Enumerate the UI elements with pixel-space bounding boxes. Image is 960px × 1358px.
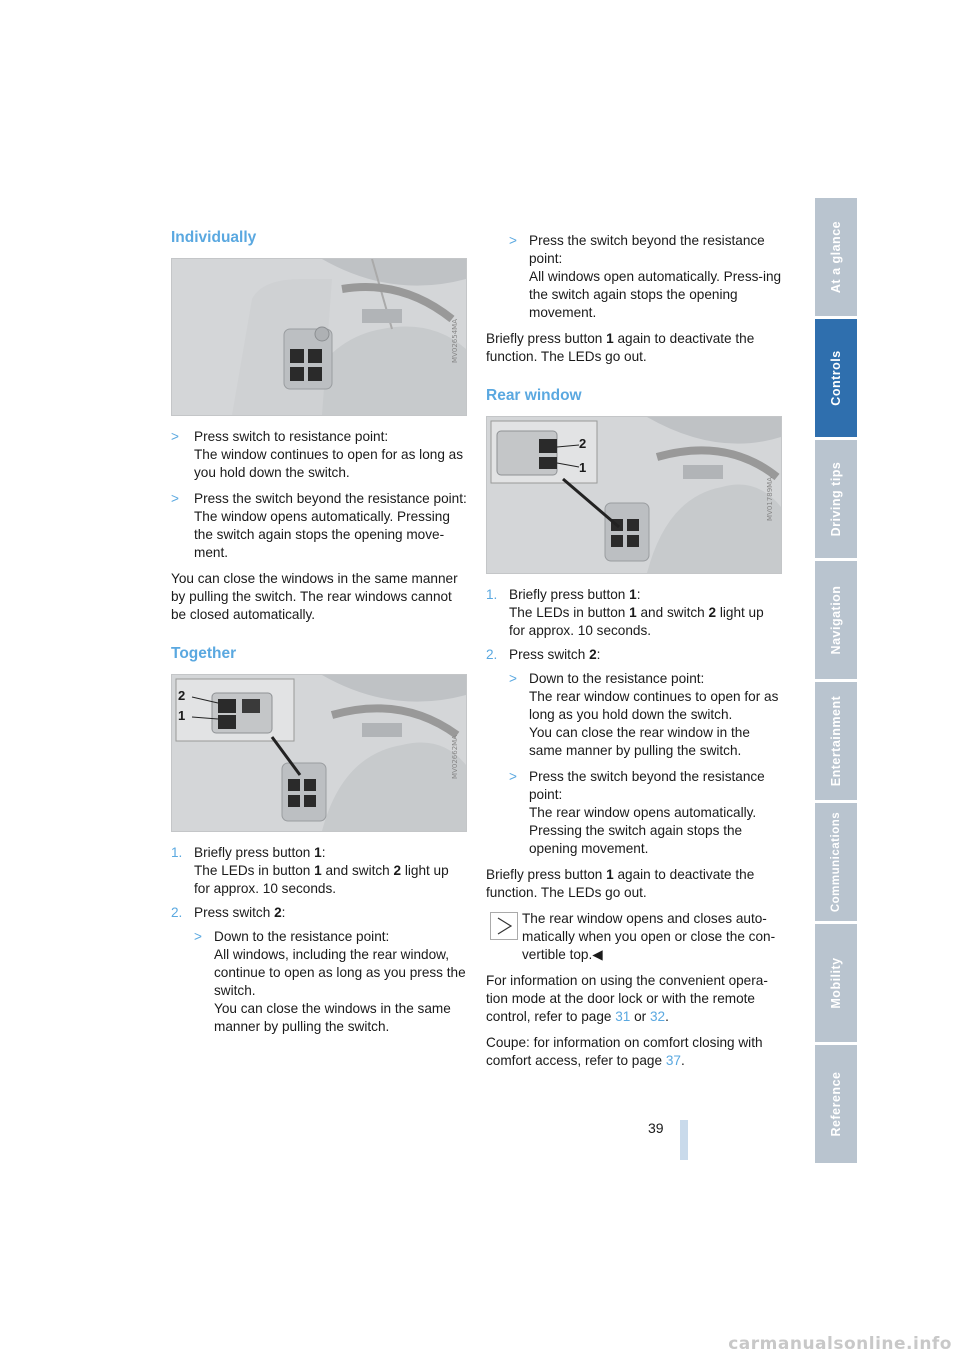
step-text: Briefly press button 1:	[509, 587, 641, 602]
tab-controls[interactable]: Controls	[815, 319, 857, 437]
tab-communications[interactable]: Communications	[815, 803, 857, 921]
callout-label-1: 1	[579, 460, 587, 475]
paragraph: Briefly press button 1 again to deactivate the function. The LEDs go out.	[486, 331, 755, 364]
page-number: 39	[648, 1120, 664, 1136]
bullet-desc-2: You can close the rear window in the same manner by pulling the switch.	[529, 725, 750, 758]
figure-rear-window	[486, 416, 782, 574]
bullet-marker: >	[509, 769, 517, 784]
heading-individually: Individually	[171, 229, 257, 246]
bullet-item	[171, 428, 467, 482]
numbered-step	[486, 646, 782, 858]
watermark-text: carmanualsonline.info	[728, 1334, 952, 1354]
door-panel-illustration	[172, 259, 466, 415]
note-block	[486, 910, 782, 964]
figure-code: MV01789MA	[766, 477, 774, 521]
step-text: Press switch 2:	[194, 905, 286, 920]
bullet-desc: The window opens automatically. Pressing the switch again stops the opening move-ment.	[194, 509, 450, 560]
step-number: 2.	[171, 905, 183, 920]
page-marker-bar	[680, 1120, 688, 1160]
paragraph: Coupe: for information on comfort closing with comfort access, refer to page 37.	[486, 1035, 763, 1068]
door-panel-illustration	[487, 417, 781, 573]
numbered-step	[171, 904, 467, 1036]
step-number: 1.	[171, 845, 183, 860]
bullet-marker: >	[194, 929, 202, 944]
bullet-desc: The rear window opens automatically. Pressing the switch again stops the opening movement.	[529, 805, 757, 856]
page-link-37[interactable]: 37	[665, 1053, 681, 1068]
tab-navigation[interactable]: Navigation	[815, 561, 857, 679]
bullet-text: Press the switch beyond the resistance point:	[529, 233, 765, 266]
page-link-31[interactable]: 31	[615, 1009, 631, 1024]
callout-label-1: 1	[178, 708, 186, 723]
page-link-32[interactable]: 32	[649, 1009, 666, 1024]
figure-together	[171, 674, 467, 832]
bullet-marker: >	[171, 429, 179, 444]
note-triangle-icon	[490, 912, 518, 940]
numbered-step	[486, 586, 782, 640]
tab-driving-tips[interactable]: Driving tips	[815, 440, 857, 558]
figure-code: MV02662MA	[451, 735, 459, 779]
chapter-tabs	[815, 198, 857, 1166]
step-text: Briefly press button 1:	[194, 845, 326, 860]
sub-bullet	[509, 768, 782, 858]
numbered-step	[171, 844, 467, 898]
bullet-desc: All windows open automatically. Press-ing the switch again stops the opening movement.	[529, 269, 782, 320]
left-column	[171, 228, 467, 1044]
sub-bullet	[194, 928, 467, 1036]
step-number: 2.	[486, 647, 498, 662]
bullet-desc: The rear window continues to open for as long as you hold down the switch.	[529, 689, 779, 722]
heading-rear-window: Rear window	[486, 387, 582, 404]
sub-bullet	[509, 670, 782, 760]
note-end-marker: ◀	[592, 947, 603, 962]
bullet-text: Press the switch beyond the resistance point:	[529, 769, 765, 802]
bullet-marker: >	[171, 491, 179, 506]
bullet-desc: All windows, including the rear window, continue to open as long as you press the switch.	[214, 947, 466, 998]
tab-reference[interactable]: Reference	[815, 1045, 857, 1163]
bullet-item	[171, 490, 467, 562]
tab-entertainment[interactable]: Entertainment	[815, 682, 857, 800]
tab-at-a-glance[interactable]: At a glance	[815, 198, 857, 316]
paragraph: You can close the windows in the same manner by pulling the switch. The rear windows cannot be closed automatically.	[171, 571, 458, 622]
callout-label-2: 2	[178, 688, 186, 703]
bullet-desc: The window continues to open for as long as you hold down the switch.	[194, 447, 464, 480]
callout-label-2: 2	[579, 436, 587, 451]
bullet-desc-2: You can close the windows in the same manner by pulling the switch.	[214, 1001, 451, 1034]
tab-mobility[interactable]: Mobility	[815, 924, 857, 1042]
paragraph: For information on using the convenient opera-tion mode at the door lock or with the remote control, refer to page 31 or 32.	[486, 973, 768, 1024]
right-column	[486, 228, 782, 1078]
figure-code: MV02654MA	[451, 319, 459, 363]
bullet-marker: >	[509, 233, 517, 248]
figure-individually	[171, 258, 467, 416]
step-text: Press switch 2:	[509, 647, 601, 662]
bullet-text: Down to the resistance point:	[529, 671, 705, 686]
bullet-text: Press the switch beyond the resistance point:	[194, 491, 467, 506]
paragraph: Briefly press button 1 again to deactivate the function. The LEDs go out.	[486, 867, 755, 900]
bullet-text: Down to the resistance point:	[214, 929, 390, 944]
note-text: The rear window opens and closes auto-matically when you open or close the con-vertible top.	[522, 911, 776, 962]
step-number: 1.	[486, 587, 498, 602]
step-desc: The LEDs in button 1 and switch 2 light up for approx. 10 seconds.	[509, 605, 764, 638]
step-desc: The LEDs in button 1 and switch 2 light up for approx. 10 seconds.	[194, 863, 449, 896]
bullet-text: Press switch to resistance point:	[194, 429, 389, 444]
door-panel-illustration	[172, 675, 466, 831]
bullet-marker: >	[509, 671, 517, 686]
heading-together: Together	[171, 645, 237, 662]
watermark	[0, 1330, 960, 1358]
sub-bullet	[509, 232, 782, 322]
